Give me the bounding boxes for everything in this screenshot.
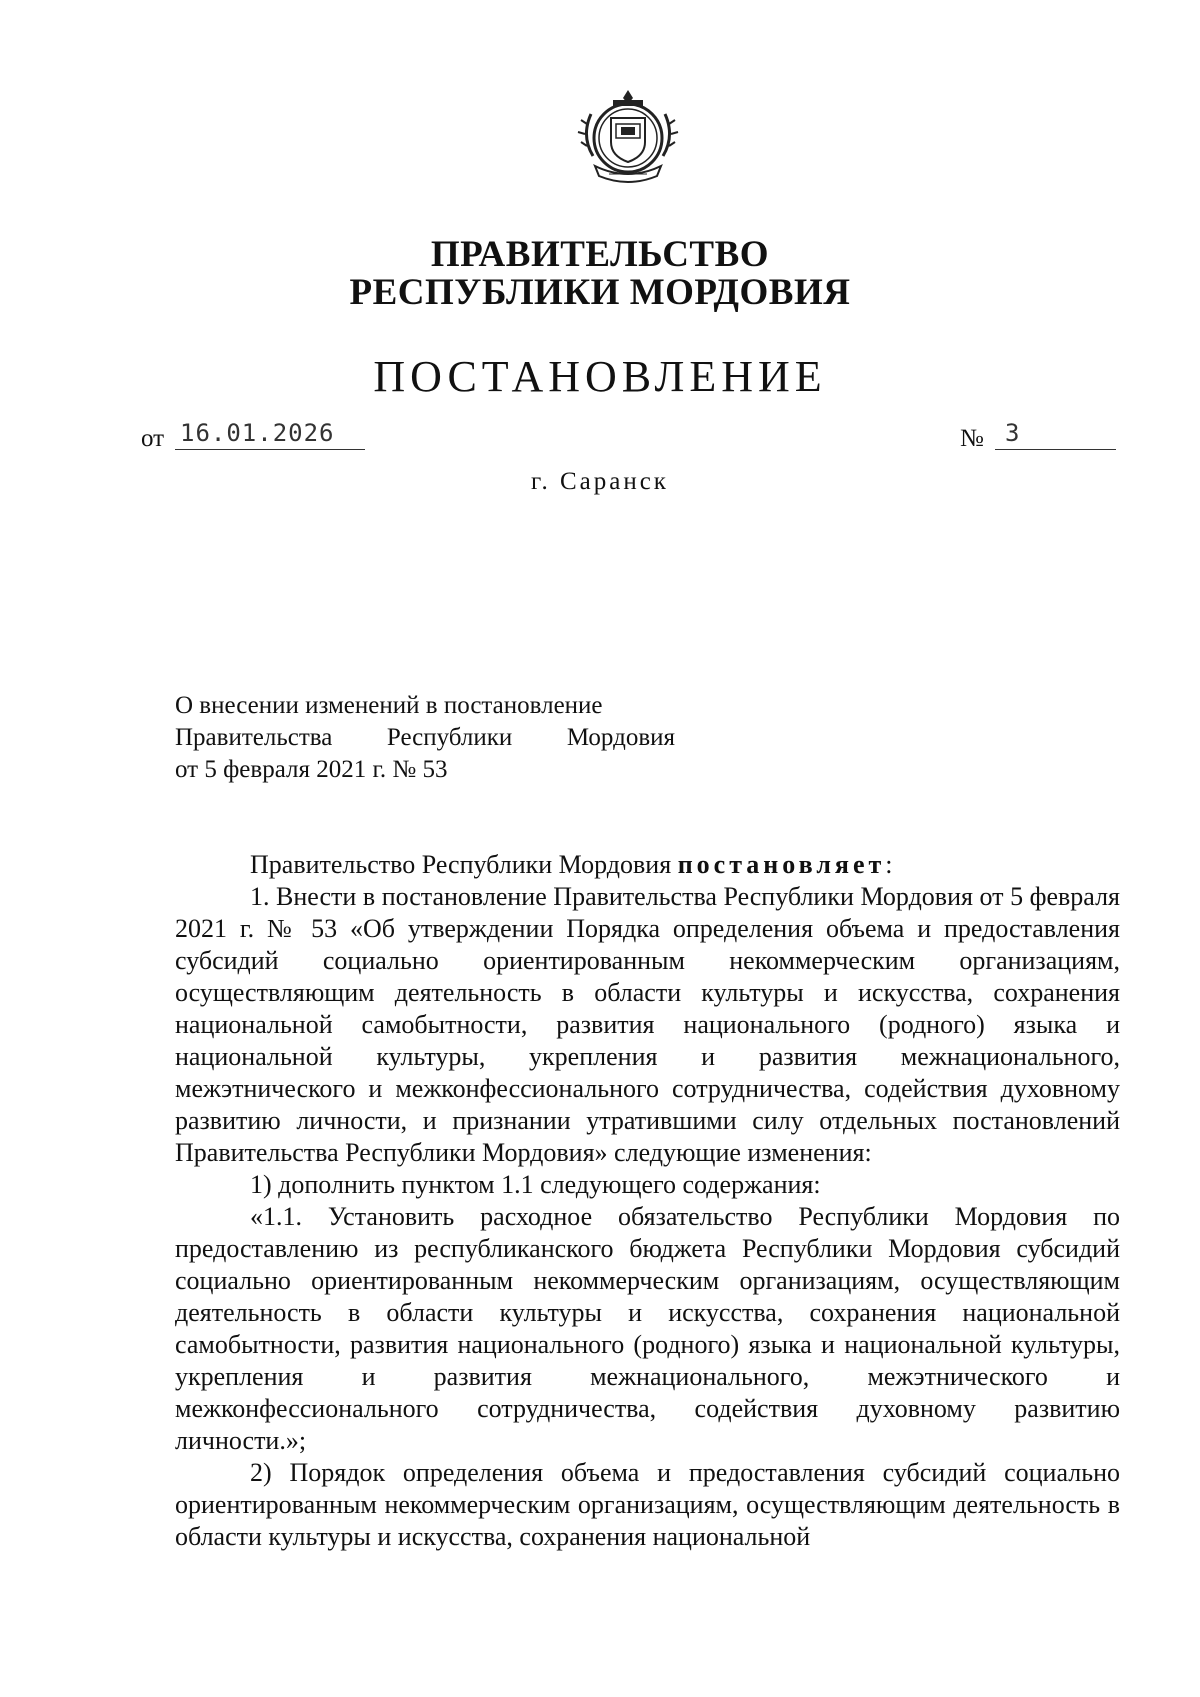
government-name-line2: РЕСПУБЛИКИ МОРДОВИЯ	[349, 272, 851, 313]
date-underline	[175, 449, 365, 450]
document-subject	[175, 690, 675, 786]
decree-intro-lead: Правительство Республики Мордовия	[250, 850, 672, 879]
document-number: 3	[1005, 419, 1020, 447]
government-name-line1: ПРАВИТЕЛЬСТВО	[430, 234, 770, 275]
subject-line-2: Правительства Республики Мордовия	[175, 724, 675, 751]
number-prefix: №	[960, 425, 984, 452]
coat-of-arms-emblem	[573, 86, 683, 192]
paragraph-1-item-1: 1) дополнить пунктом 1.1 следующего содержания:	[250, 1170, 821, 1199]
decree-intro	[175, 849, 1120, 881]
paragraph-1: 1. Внести в постановление Правительства Республики Мордовия от 5 февраля 2021 г. № 53 «Об утверждении Порядка определения объема и предоставления субсидий социально ориентированным некоммерческим организациям, осуществляющим деятельность в области культуры и искусства, сохранения национальной самобытности, развития национального (родного) языка и национальной культуры, укрепления и развития межнационального, межэтнического и межконфессионального сотрудничества, содействия духовному развитию личности, и признании утратившими силу отдельных постановлений Правительства Республики Мордовия» следующие изменения:	[175, 882, 1120, 1167]
paragraph-1-item-1-text: «1.1. Установить расходное обязательство Республики Мордовия по предоставлению из республиканского бюджета Республики Мордовия субсидий социально ориентированным некоммерческим организациям, осуществляющим деятельность в области культуры и искусства, сохранения национальной самобытности, развития национального (родного) языка и национальной культуры, укрепления и развития межнационального, межэтнического и межконфессионального сотрудничества, содействия духовному развитию личности.»;	[175, 1202, 1120, 1455]
document-type-title: ПОСТАНОВЛЕНИЕ	[373, 352, 827, 401]
subject-line-3: от 5 февраля 2021 г. № 53	[175, 756, 448, 783]
paragraph-1-item-2: 2) Порядок определения объема и предоставления субсидий социально ориентированным некоммерческим организациям, осуществляющим деятельность в области культуры и искусства, сохранения национальной	[175, 1458, 1120, 1551]
document-date: 16.01.2026	[180, 419, 335, 447]
date-prefix: от	[141, 425, 165, 452]
city-name: г. Саранск	[531, 468, 669, 495]
document-body	[175, 849, 1120, 1553]
number-underline	[995, 449, 1116, 450]
subject-line-1: О внесении изменений в постановление	[175, 692, 603, 719]
decree-intro-tail: :	[885, 850, 893, 879]
decree-keyword: постановляет	[677, 850, 886, 879]
